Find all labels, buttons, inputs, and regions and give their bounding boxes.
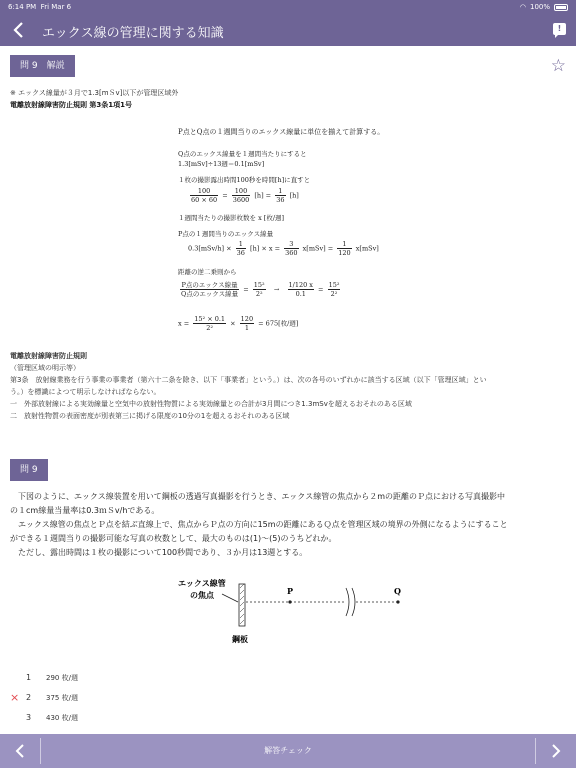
calc-line: P点とQ点の１週間当りのエックス線量に単位を揃えて計算する。 <box>178 128 385 136</box>
fraction: $\frac{\text{P点のエックス線量}}{\text{Q点のエックス線量}}$ <box>181 281 239 298</box>
explanation-badge: 問 9 解説 <box>10 55 75 77</box>
fraction: $\frac{1/120 x}{0.1}$ <box>288 281 313 298</box>
question-text <box>10 490 566 560</box>
calc-formula: $\frac{\text{P点のエックス線量}}{\text{Q点のエックス線量}}$ = $\frac{\text{15²}}{\text{2²}}$ → $\frac{1/120 x}{0.1}$ = $\frac{\text{15²}}{\text{2²}}$ <box>181 281 340 298</box>
status-right <box>520 3 568 11</box>
comment-icon[interactable]: ! <box>553 23 566 35</box>
fraction: $\frac{3}{360}$ <box>285 240 298 257</box>
question-line: 下図のように、エックス線装置を用いて鋼板の透過写真撮影を行うとき、エックス線管の焦点から２mの距離のＰ点における写真撮影中 <box>10 492 505 501</box>
note-line: ※ エックス線量が３月で1.3[mＳv]以下が管理区域外 <box>10 89 179 97</box>
chevron-left-icon <box>14 743 26 759</box>
question-line: ができる１週間当りの撮影可能な写真の枚数として、最大のものは(1)～(5)のうちどれか。 <box>10 534 337 543</box>
law-item: 一 外部放射線による実効線量と空気中の放射性物質による実効線量との合計が3月間につき1.3mSvを超えるおそれのある区域 <box>10 400 412 408</box>
calc-formula: 0.3[mSv/h] × $\frac{1}{36}$ [h] × x = $\frac{3}{360}$ x[mSv] = $\frac{1}{120}$ x[mSv] <box>188 240 379 257</box>
law-article: 第3条 放射線業務を行う事業の事業者（第六十二条を除き、以下「事業者」という。）は、次の各号のいずれかに該当する区域（以下「管理区域」とい <box>10 376 487 384</box>
status-time: 6:14 PM Fri Mar 6 <box>8 3 72 11</box>
tube-label: エックス線管 <box>178 578 226 588</box>
answer-option-1[interactable]: 1 290 枚/週 <box>26 673 78 682</box>
break-mark <box>352 588 355 616</box>
calc-line: １枚の撮影露出時間100秒を時間[h]に直すと <box>178 176 311 184</box>
law-item: 二 放射性物質の表面密度が別表第三に掲げる限度の10分の1を超えるおそれのある区域 <box>10 412 290 420</box>
calc-formula: $\frac{100}{60 \times 60}$ = $\frac{100}{3600}$ [h] = $\frac{1}{36}$ [h] <box>191 187 299 204</box>
answer-option-2[interactable]: × 2 375 枚/週 <box>10 691 78 704</box>
break-mark <box>346 588 349 616</box>
fraction: $\frac{\text{15²}}{\text{2²}}$ <box>253 281 265 298</box>
wifi-icon: ◠ <box>519 3 526 11</box>
leader-line <box>222 594 238 602</box>
question-line: の１cm線量当量率は0.3ｍＳv/hである。 <box>10 506 160 515</box>
fraction: $\frac{100}{60 \times 60}$ <box>191 187 218 204</box>
question-badge: 問 9 <box>10 459 48 481</box>
back-button[interactable] <box>8 18 30 42</box>
calculation-block <box>150 125 470 340</box>
calc-line: P点の１週間当りのエックス線量 <box>178 230 274 238</box>
question-line: エックス線管の焦点とＰ点を結ぶ直線上で、焦点からＰ点の方向に15mの距離にあるＱ点を管理区域の境界の外側になるようにすること <box>10 520 508 529</box>
divider <box>40 738 41 764</box>
calc-line: 1.3[mSv]÷13週＝0.1[mSv] <box>178 160 265 168</box>
battery-icon <box>554 4 568 11</box>
p-label: P <box>287 586 294 596</box>
fraction: $\frac{100}{3600}$ <box>232 187 250 204</box>
fraction: $\frac{120}{1}$ <box>240 315 254 332</box>
law-article-cont: う。）を標識によつて明示しなければならない。 <box>10 388 161 396</box>
steel-plate-icon <box>239 584 245 626</box>
fraction: $\frac{\text{15² × 0.1}}{\text{2²}}$ <box>194 315 226 332</box>
chevron-right-icon <box>550 743 562 759</box>
calc-line: Q点のエックス線量を１週間当たりにすると <box>178 150 307 158</box>
wrong-mark-icon: × <box>10 691 20 704</box>
status-bar <box>0 0 576 14</box>
law-title: 電離放射線障害防止規則 <box>10 352 87 360</box>
answer-option-3[interactable]: 3 430 枚/週 <box>26 713 78 722</box>
fraction: $\frac{1}{120}$ <box>338 240 351 257</box>
law-reference: 電離放射線障害防止規則 第3条1項1号 <box>10 101 133 109</box>
battery-percent: 100% <box>529 3 550 11</box>
law-subtitle: （管理区域の明示等） <box>10 364 80 372</box>
question-line: ただし、露出時間は１枚の撮影について100秒間であり、３か月は13週とする。 <box>10 548 308 557</box>
answer-check-button[interactable]: 解答チェック <box>264 746 312 755</box>
point-q <box>396 600 399 603</box>
calc-line: 距離の逆二乗則から <box>178 268 237 276</box>
diagram-svg <box>160 572 460 647</box>
fraction: $\frac{1}{36}$ <box>276 187 285 204</box>
tube-label: の焦点 <box>190 590 214 600</box>
bottom-toolbar <box>0 734 576 768</box>
fraction: $\frac{1}{36}$ <box>236 240 245 257</box>
calc-formula: x = $\frac{\text{15² × 0.1}}{\text{2²}}$ × $\frac{120}{1}$ = 675[枚/週] <box>178 315 299 332</box>
plate-label: 鋼板 <box>232 634 248 644</box>
previous-button[interactable] <box>0 734 40 768</box>
xray-diagram <box>160 572 460 647</box>
calc-line: １週間当たりの撮影枚数を x [枚/週] <box>178 214 285 222</box>
nav-bar <box>0 14 576 46</box>
next-button[interactable] <box>536 734 576 768</box>
star-icon[interactable]: ☆ <box>550 56 566 76</box>
fraction: $\frac{\text{15²}}{\text{2²}}$ <box>328 281 340 298</box>
point-p <box>288 600 291 603</box>
chevron-left-icon <box>12 21 26 39</box>
page-title: エックス線の管理に関する知識 <box>42 26 224 41</box>
q-label: Q <box>394 586 401 596</box>
